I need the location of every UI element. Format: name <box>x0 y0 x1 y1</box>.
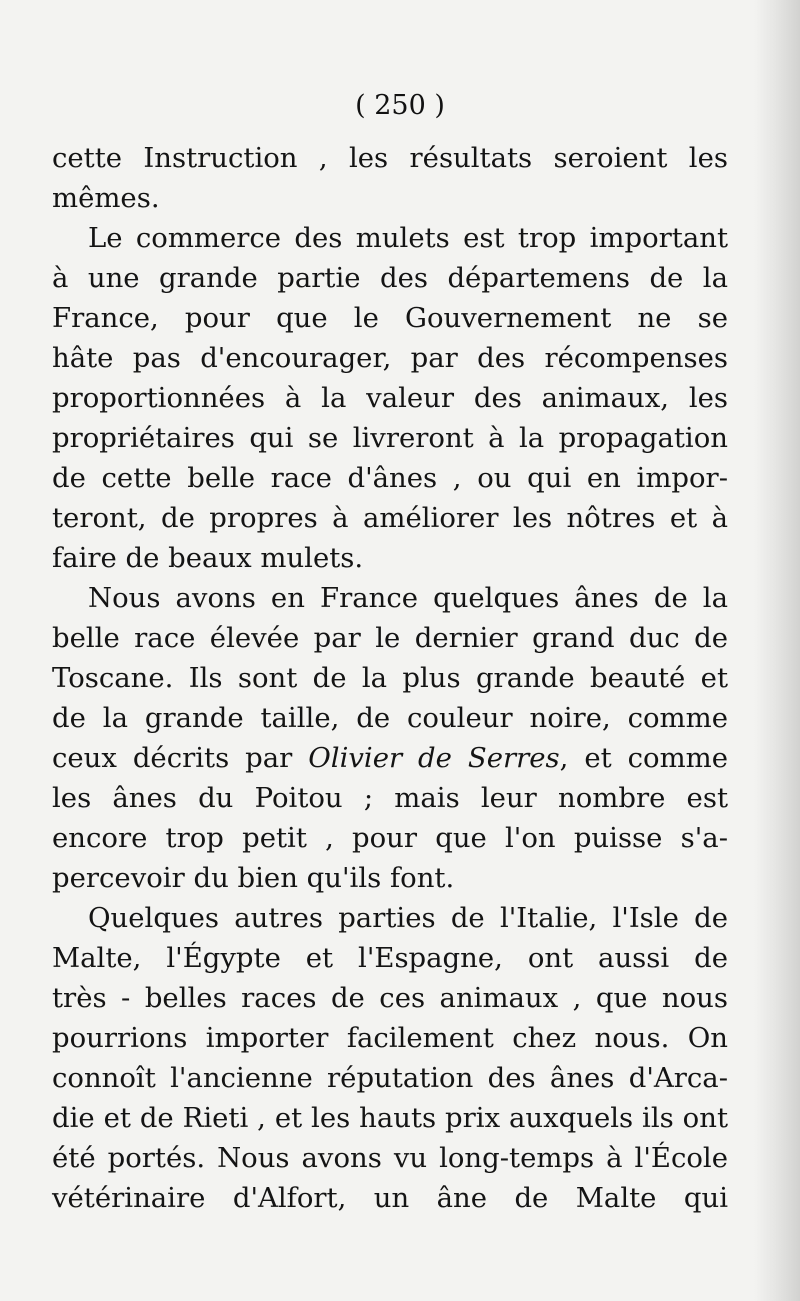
text-segment: ceux décrits par <box>52 742 309 774</box>
text-line: hâte pas d'encourager, par des récompenses <box>52 342 728 374</box>
page-edge-shadow <box>754 0 800 1301</box>
text-line: proportionnées à la valeur des animaux, les <box>52 382 728 414</box>
text-line: teront, de propres à améliorer les nôtres et à <box>52 502 728 534</box>
author-name-italic: Olivier de Serres <box>308 742 560 774</box>
text-line: connoît l'ancienne réputation des ânes d'Arca- <box>52 1062 728 1094</box>
text-line: propriétaires qui se livreront à la propagation <box>52 422 728 454</box>
text-line: belle race élevée par le dernier grand duc de <box>52 622 728 654</box>
text-line: à une grande partie des départemens de la <box>52 262 728 294</box>
text-line: pourrions importer facilement chez nous. On <box>52 1022 728 1054</box>
text-segment: , et comme <box>559 742 728 774</box>
text-line: faire de beaux mulets. <box>52 542 364 574</box>
text-line: Toscane. Ils sont de la plus grande beauté et <box>52 662 728 694</box>
text-line: France, pour que le Gouvernement ne se <box>52 302 728 334</box>
text-line: Malte, l'Égypte et l'Espagne, ont aussi de <box>52 942 728 974</box>
text-line: de la grande taille, de couleur noire, comme <box>52 702 728 734</box>
text-line: mêmes. <box>52 182 160 214</box>
text-line: très - belles races de ces animaux , que nous <box>52 982 728 1014</box>
paragraph-first-line: Le commerce des mulets est trop important <box>88 222 728 254</box>
paragraph-first-line: Quelques autres parties de l'Italie, l'Isle de <box>88 902 728 934</box>
text-line: été portés. Nous avons vu long-temps à l'École <box>52 1142 728 1174</box>
text-line-with-italic <box>52 738 728 778</box>
page-number: ( 250 ) <box>355 90 445 121</box>
text-line: die et de Rieti , et les hauts prix auxquels ils ont <box>52 1102 728 1134</box>
text-line: les ânes du Poitou ; mais leur nombre est <box>52 782 728 814</box>
text-line: cette Instruction , les résultats seroient les <box>52 142 728 174</box>
text-line: encore trop petit , pour que l'on puisse s'a- <box>52 822 728 854</box>
text-line: vétérinaire d'Alfort, un âne de Malte qui <box>52 1182 728 1214</box>
text-line: percevoir du bien qu'ils font. <box>52 862 455 894</box>
text-line: de cette belle race d'ânes , ou qui en impor- <box>52 462 728 494</box>
paragraph-first-line: Nous avons en France quelques ânes de la <box>88 582 728 614</box>
